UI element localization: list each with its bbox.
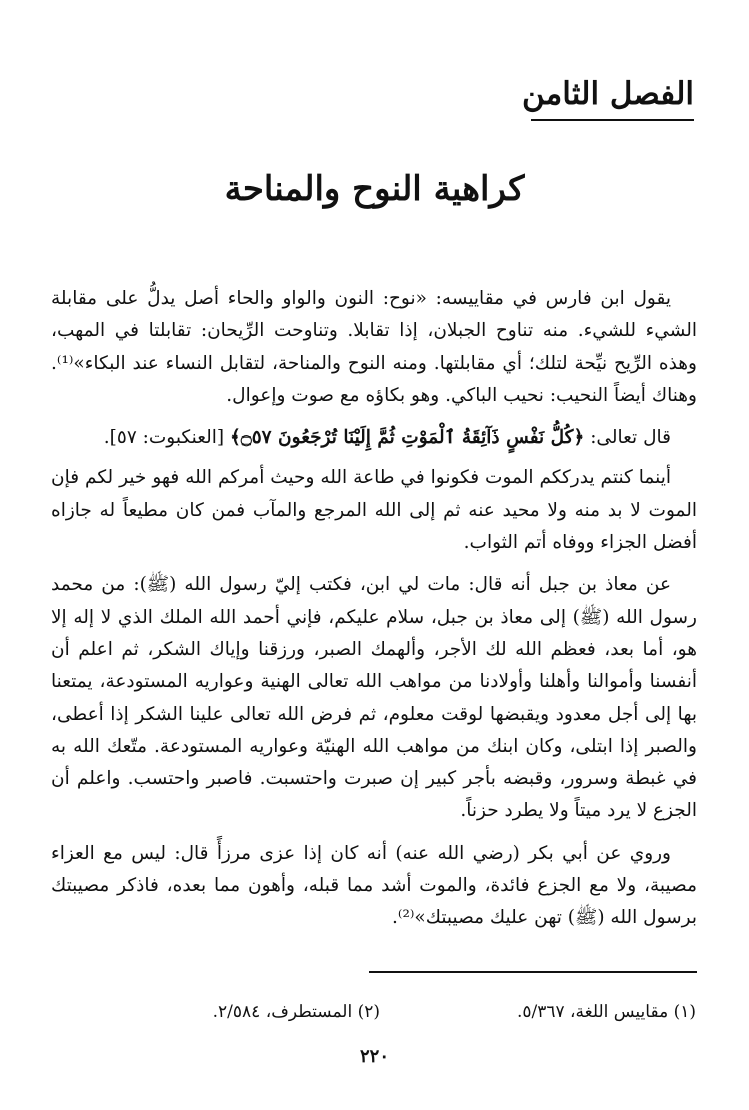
section-title: كراهية النوح والمناحة xyxy=(224,169,525,209)
paragraph: عن معاذ بن جبل أنه قال: مات لي ابن، فكتب إليّ رسول الله (ﷺ): من محمد رسول الله (ﷺ) إلى معاذ بن جبل، سلام عليكم، فإني أحمد الله الملك الذي لا إله إلا هو، أما بعد، فعظم الله لك الأجر، وألهمك الصبر، ورزقنا وإياك الشكر، ثم اعلم أن أنفسنا وأموالنا وأهلنا وأولادنا من مواهب الله تعالى الهنية وعواريه المستودعة، يمتعنا بها إلى أجل معدود ويقبضها لوقت معلوم، ثم فرض الله تعالى علينا الشكر إذا أعطى، والصبر إذا ابتلى، وكان ابنك من مواهب الله الهنيّة وعواريه المستودعة. متّعك الله به في غبطة وسرور، وقبضه بأجر كبير إن صبرت واحتسبت. فاصبر واحتسب. واعلم أن الجزع لا يرد ميتاً ولا يطرد حزناً. xyxy=(51,574,697,822)
paragraph: وروي عن أبي بكر (رضي الله عنه) أنه كان إذا عزى مرزأً قال: ليس مع العزاء مصيبة، ولا مع الجزع فائدة، والموت أشد مما قبله، وأهون مما بعده، فاذكر مصيبتك برسول الله (ﷺ) تهن عليك مصيبتك»⁽²⁾. xyxy=(51,842,697,929)
quran-paragraph xyxy=(51,422,697,454)
footnote-1: (١) مقاييس اللغة، ٥/٣٦٧. xyxy=(516,1002,696,1022)
footnote-separator xyxy=(369,971,697,973)
body-text xyxy=(51,283,697,945)
chapter-underline xyxy=(531,119,694,121)
paragraph: يقول ابن فارس في مقاييسه: «نوح: النون والواو والحاء أصل يدلُّ على مقابلة الشيء للشيء. منه تناوح الجبلان، إذا تقابلا. وتناوحت الرِّيحان: تقابلتا في المهب، وهذه الرِّيح نيِّحة لتلك؛ أي مقابلتها. ومنه النوح والمناحة، لتقابل النساء عند البكاء»⁽¹⁾. وهناك أيضاً النحيب: نحيب الباكي. وهو بكاؤه مع صوت وإعوال. xyxy=(51,288,697,406)
quran-intro: قال تعالى: xyxy=(590,427,671,449)
page-number: ٢٢٠ xyxy=(359,1046,389,1067)
paragraph: أينما كنتم يدرككم الموت فكونوا في طاعة الله وحيث أمركم الله فهو خير لكم فإن الموت لا بد منه ولا محيد عنه ثم إلى الله المرجع والمآب فمن كان مطيعاً له جازاه أفضل الجزاء ووفاه أتم الثواب. xyxy=(51,467,697,554)
chapter-title: الفصل الثامن xyxy=(522,76,694,112)
quran-verse: ﴿كُلُّ نَفْسٍ ذَآئِقَةُ ٱلْمَوْتِ ثُمَّ إِلَيْنَا تُرْجَعُونَ ۝٥٧﴾ xyxy=(230,427,585,449)
chapter-header xyxy=(50,66,694,126)
footnote-2: (٢) المستطرف، ٢/٥٨٤. xyxy=(212,1002,380,1022)
quran-reference: [العنكبوت: ٥٧]. xyxy=(103,427,225,449)
